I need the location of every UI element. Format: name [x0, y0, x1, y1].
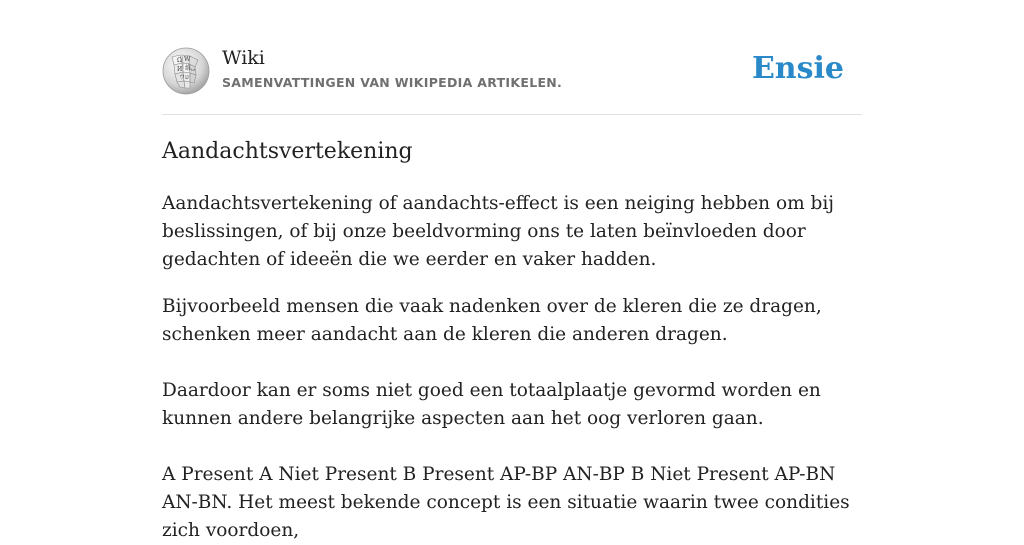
- svg-text:Ω: Ω: [177, 57, 182, 64]
- svg-text:ウ: ウ: [179, 74, 186, 81]
- article-paragraph: A Present A Niet Present B Present AP-BP AN-BP B Niet Present AP-BN AN-BN. Het meest bekende concept is een situatie waarin twee condities zich voordoen,: [162, 464, 850, 541]
- site-title[interactable]: Wiki: [222, 47, 265, 69]
- article-paragraph: Daardoor kan er soms niet goed een totaalplaatje gevormd worden en kunnen andere belangrijke aspecten aan het oog verloren gaan.: [162, 380, 821, 429]
- site-header: [162, 44, 862, 115]
- article-title: Aandachtsvertekening: [162, 139, 413, 164]
- svg-text:И: И: [177, 66, 183, 73]
- site-subtitle: SAMENVATTINGEN VAN WIKIPEDIA ARTIKELEN.: [222, 75, 563, 90]
- svg-text:維: 維: [185, 65, 192, 72]
- wikipedia-globe-icon[interactable]: [162, 47, 210, 95]
- svg-text:W: W: [184, 56, 191, 63]
- svg-text:ש: ש: [185, 74, 190, 81]
- article-body: [162, 190, 862, 545]
- svg-text:ω: ω: [191, 67, 196, 73]
- article-paragraph: Bijvoorbeeld mensen die vaak nadenken over de kleren die ze dragen, schenken meer aandacht aan de kleren die anderen dragen.: [162, 296, 822, 345]
- article-paragraph: Aandachtsvertekening of aandachts-effect is een neiging hebben om bij beslissingen, of bij onze beeldvorming ons te laten beïnvloeden door gedachten of ideeën die we eerder en vaker hadden.: [162, 193, 835, 270]
- brand-logo-link[interactable]: Ensie: [751, 51, 844, 86]
